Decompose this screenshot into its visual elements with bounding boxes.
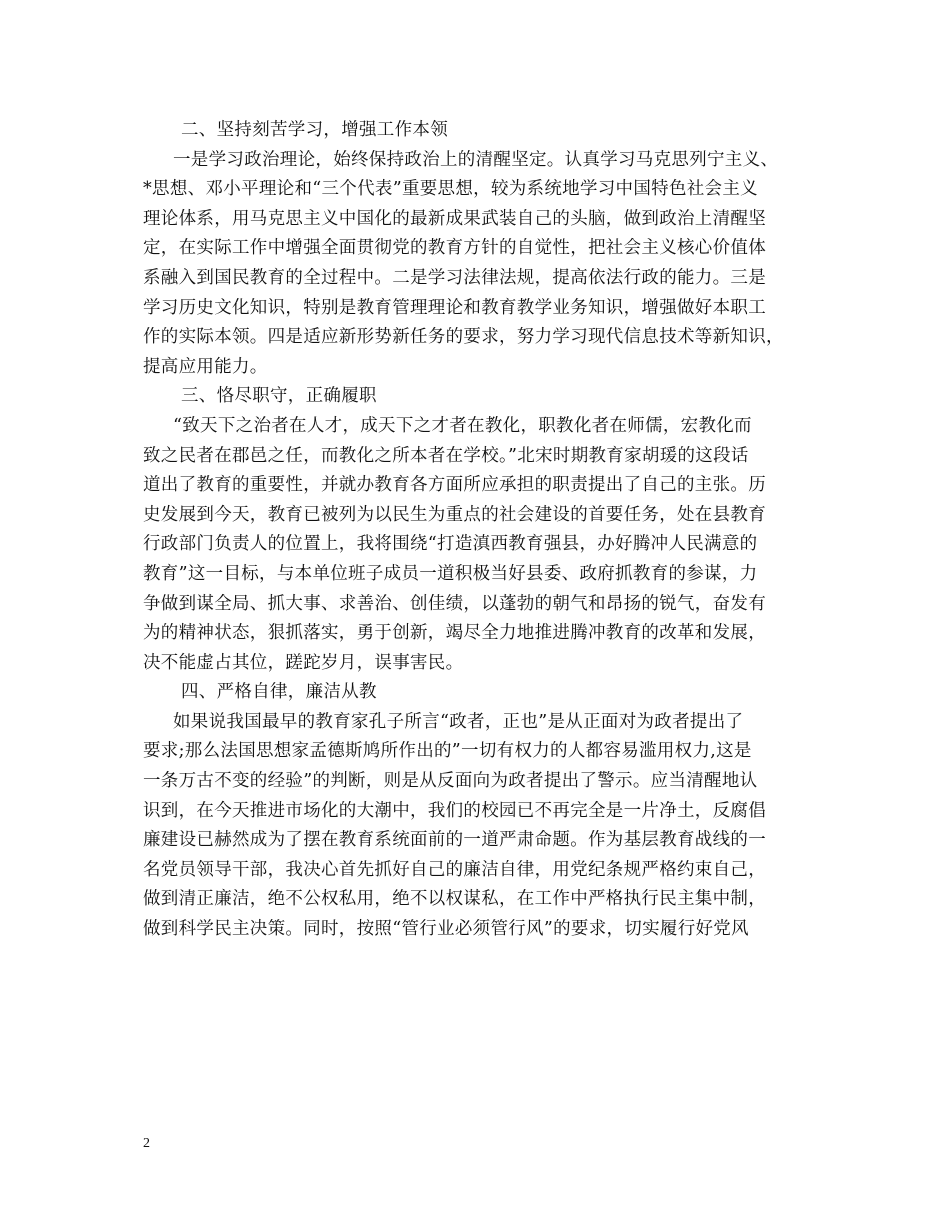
paragraph-line: 名党员领导干部，我决心首先抓好自己的廉洁自律，用党纪条规严格约束自己， bbox=[143, 859, 766, 880]
paragraph-line: 一是学习政治理论，始终保持政治上的清醒坚定。认真学习马克思列宁主义、 bbox=[173, 149, 779, 170]
paragraph-line: 作的实际本领。四是适应新形势新任务的要求，努力学习现代信息技术等新知识， bbox=[143, 327, 784, 348]
page-number: 2 bbox=[143, 1136, 150, 1151]
paragraph-line: 致之民者在郡邑之任，而教化之所本者在学校。”北宋时期教育家胡瑗的这段话 bbox=[143, 445, 749, 466]
paragraph-line: 理论体系，用马克思主义中国化的最新成果武装自己的头脑，做到政治上清醒坚 bbox=[143, 208, 766, 229]
paragraph-line: 廉建设已赫然成为了摆在教育系统面前的一道严肃命题。作为基层教育战线的一 bbox=[143, 830, 766, 851]
paragraph-line: 学习历史文化知识，特别是教育管理理论和教育教学业务知识，增强做好本职工 bbox=[143, 297, 766, 318]
paragraph-line: 争做到谋全局、抓大事、求善治、创佳绩，以蓬勃的朝气和昂扬的锐气，奋发有 bbox=[143, 593, 766, 614]
paragraph-line: *思想、邓小平理论和“三个代表”重要思想，较为系统地学习中国特色社会主义 bbox=[143, 179, 758, 200]
paragraph-line: 定，在实际工作中增强全面贯彻党的教育方针的自觉性，把社会主义核心价值体 bbox=[143, 238, 766, 259]
section-heading: 四、严格自律，廉洁从教 bbox=[181, 682, 377, 703]
document-body bbox=[143, 116, 810, 945]
paragraph-line: 做到科学民主决策。同时，按照“管行业必须管行风”的要求，切实履行好党风 bbox=[143, 919, 749, 940]
paragraph-line: 决不能虚占其位，蹉跎岁月，误事害民。 bbox=[143, 652, 464, 673]
section-heading: 三、恪尽职守，正确履职 bbox=[181, 386, 377, 407]
paragraph-line: 提高应用能力。 bbox=[143, 356, 268, 377]
paragraph-line: 教育”这一目标，与本单位班子成员一道积极当好县委、政府抓教育的参谋，力 bbox=[143, 563, 758, 584]
paragraph-line: 史发展到今天，教育已被列为以民生为重点的社会建设的首要任务，处在县教育 bbox=[143, 504, 766, 525]
paragraph-line: 道出了教育的重要性，并就办教育各方面所应承担的职责提出了自己的主张。历 bbox=[143, 475, 766, 496]
paragraph-line: 一条万古不变的经验”的判断，则是从反面向为政者提出了警示。应当清醒地认 bbox=[143, 771, 758, 792]
paragraph-line: 要求;那么法国思想家孟德斯鸠所作出的”一切有权力的人都容易滥用权力,这是 bbox=[143, 741, 752, 762]
section-heading: 二、坚持刻苦学习，增强工作本领 bbox=[181, 120, 448, 140]
paragraph-line: 做到清正廉洁，绝不公权私用，绝不以权谋私，在工作中严格执行民主集中制， bbox=[143, 889, 766, 910]
paragraph-line: 识到，在今天推进市场化的大潮中，我们的校园已不再完全是一片净土，反腐倡 bbox=[143, 800, 766, 821]
paragraph-line: 为的精神状态，狠抓落实，勇于创新，竭尽全力地推进腾冲教育的改革和发展， bbox=[143, 623, 766, 644]
paragraph-line: 系融入到国民教育的全过程中。二是学习法律法规，提高依法行政的能力。三是 bbox=[143, 267, 766, 288]
paragraph-line: 行政部门负责人的位置上，我将围绕“打造滇西教育强县，办好腾冲人民满意的 bbox=[143, 534, 758, 555]
paragraph-line: 如果说我国最早的教育家孔子所言“政者，正也”是从正面对为政者提出了 bbox=[173, 711, 744, 732]
paragraph-line: “致天下之治者在人才，成天下之才者在教化，职教化者在师儒，宏教化而 bbox=[173, 415, 752, 436]
